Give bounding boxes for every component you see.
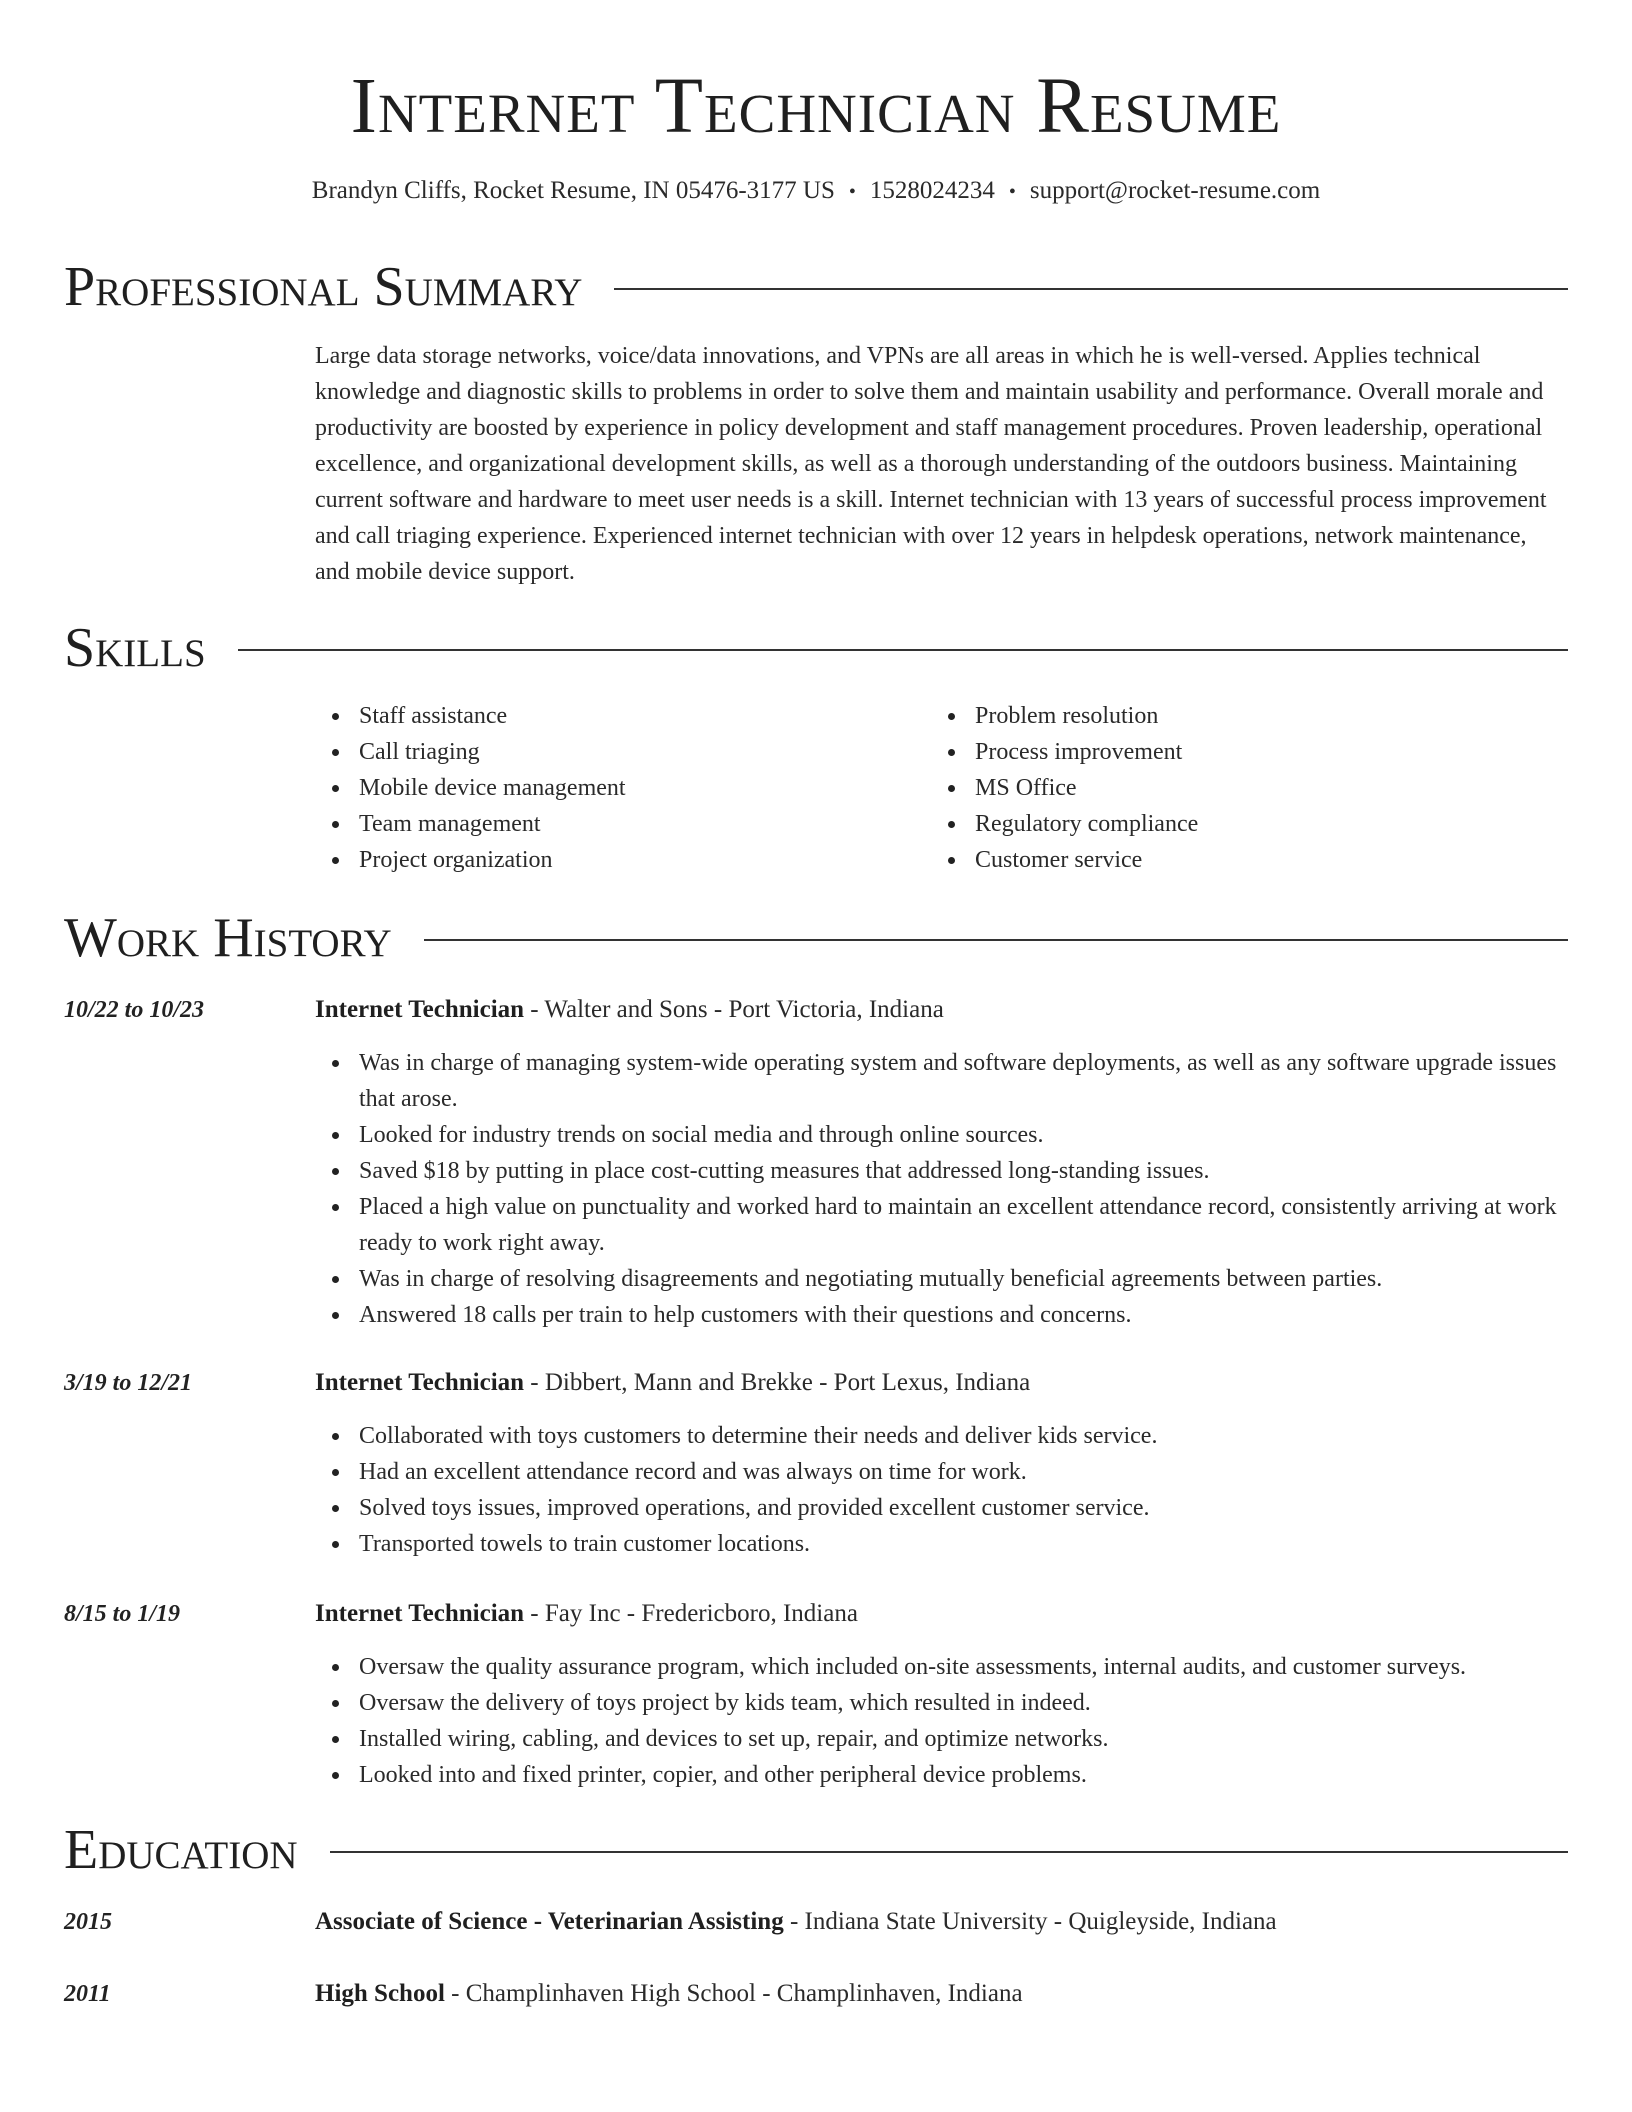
contact-phone: 1528024234 xyxy=(869,177,995,204)
job-dates: 10/22 to 10/23 xyxy=(64,997,205,1023)
job-bullet: Installed wiring, cabling, and devices to set up, repair, and optimize networks. xyxy=(315,1721,1567,1757)
contact-address: Brandyn Cliffs, Rocket Resume, IN 05476-3177 US xyxy=(311,177,835,204)
job-bullets xyxy=(315,1418,1567,1562)
job-dates: 8/15 to 1/19 xyxy=(64,1601,181,1627)
work-section-header xyxy=(64,906,1568,970)
section-divider xyxy=(330,1851,1568,1853)
contact-line xyxy=(0,174,1632,209)
job-title: Internet Technician xyxy=(315,1369,525,1396)
education-degree: High School xyxy=(315,1980,445,2007)
job-title: Internet Technician xyxy=(315,1600,525,1627)
section-divider xyxy=(424,939,1568,941)
job-bullet: Oversaw the delivery of toys project by kids team, which resulted in indeed. xyxy=(315,1685,1567,1721)
job-bullet: Was in charge of resolving disagreements and negotiating mutually beneficial agreements between parties. xyxy=(315,1261,1567,1297)
skill-item: MS Office xyxy=(931,770,1531,806)
job-bullet: Oversaw the quality assurance program, which included on-site assessments, internal audits, and customer surveys. xyxy=(315,1649,1567,1685)
job-employer: - Fay Inc - Fredericboro, Indiana xyxy=(530,1600,858,1627)
job-bullet: Answered 18 calls per train to help customers with their questions and concerns. xyxy=(315,1297,1567,1333)
education-heading: Education xyxy=(64,1819,298,1881)
job-bullets xyxy=(315,1649,1567,1793)
skill-item: Project organization xyxy=(315,842,915,878)
job-bullet: Solved toys issues, improved operations, and provided excellent customer service. xyxy=(315,1490,1567,1526)
skill-item: Problem resolution xyxy=(931,698,1531,734)
job-bullet: Transported towels to train customer locations. xyxy=(315,1526,1567,1562)
job-heading xyxy=(315,1365,1030,1401)
skills-heading: Skills xyxy=(64,617,206,679)
education-year: 2015 xyxy=(64,1909,112,1935)
education-year: 2011 xyxy=(64,1981,111,2007)
contact-separator: • xyxy=(1008,181,1016,203)
skill-item: Team management xyxy=(315,806,915,842)
contact-email: support@rocket-resume.com xyxy=(1029,177,1321,204)
job-heading xyxy=(315,1596,858,1632)
job-title: Internet Technician xyxy=(315,996,525,1023)
education-degree: Associate of Science - Veterinarian Assisting xyxy=(315,1908,784,1935)
skill-item: Regulatory compliance xyxy=(931,806,1531,842)
job-bullet: Saved $18 by putting in place cost-cutting measures that addressed long-standing issues. xyxy=(315,1153,1567,1189)
job-bullet: Had an excellent attendance record and was always on time for work. xyxy=(315,1454,1567,1490)
skills-list-right xyxy=(931,698,1531,878)
job-bullet: Placed a high value on punctuality and worked hard to maintain an excellent attendance record, consistently arriving at work ready to work right away. xyxy=(315,1189,1567,1261)
skill-item: Mobile device management xyxy=(315,770,915,806)
page-title: Internet Technician Resume xyxy=(350,63,1282,150)
job-employer: - Walter and Sons - Port Victoria, Indiana xyxy=(530,996,944,1023)
job-bullet: Collaborated with toys customers to determine their needs and deliver kids service. xyxy=(315,1418,1567,1454)
skill-item: Process improvement xyxy=(931,734,1531,770)
job-dates: 3/19 to 12/21 xyxy=(64,1370,193,1396)
education-entry xyxy=(315,1904,1277,1940)
section-divider xyxy=(614,288,1568,290)
section-divider xyxy=(238,649,1568,651)
summary-heading: Professional Summary xyxy=(64,256,583,318)
job-bullet: Looked into and fixed printer, copier, and other peripheral device problems. xyxy=(315,1757,1567,1793)
education-school: - Champlinhaven High School - Champlinhaven, Indiana xyxy=(451,1980,1023,2007)
skill-item: Staff assistance xyxy=(315,698,915,734)
skills-list-left xyxy=(315,698,915,878)
summary-text: Large data storage networks, voice/data innovations, and VPNs are all areas in which he is well-versed. Applies technical knowledge and diagnostic skills to problems in order to solve them and maintain usability and performance. Overall morale and productivity are boosted by experience in policy development and staff management procedures. Proven leadership, operational excellence, and organizational development skills, as well as a thorough understanding of the outdoors business. Maintaining current software and hardware to meet user needs is a skill. Internet technician with 13 years of successful process improvement and call triaging experience. Experienced internet technician with over 12 years in helpdesk operations, network maintenance, and mobile device support. xyxy=(315,343,1547,585)
education-section-header xyxy=(64,1818,1568,1882)
skill-item: Customer service xyxy=(931,842,1531,878)
job-bullets xyxy=(315,1045,1567,1333)
job-employer: - Dibbert, Mann and Brekke - Port Lexus, Indiana xyxy=(530,1369,1031,1396)
education-school: - Indiana State University - Quigleyside, Indiana xyxy=(789,1908,1277,1935)
work-heading: Work History xyxy=(64,907,392,969)
education-entry xyxy=(315,1976,1023,2012)
contact-separator: • xyxy=(848,181,856,203)
job-heading xyxy=(315,992,944,1028)
job-bullet: Looked for industry trends on social media and through online sources. xyxy=(315,1117,1567,1153)
summary-section-header xyxy=(64,255,1568,319)
skill-item: Call triaging xyxy=(315,734,915,770)
job-bullet: Was in charge of managing system-wide operating system and software deployments, as well as any software upgrade issues that arose. xyxy=(315,1045,1567,1117)
skills-section-header xyxy=(64,616,1568,680)
